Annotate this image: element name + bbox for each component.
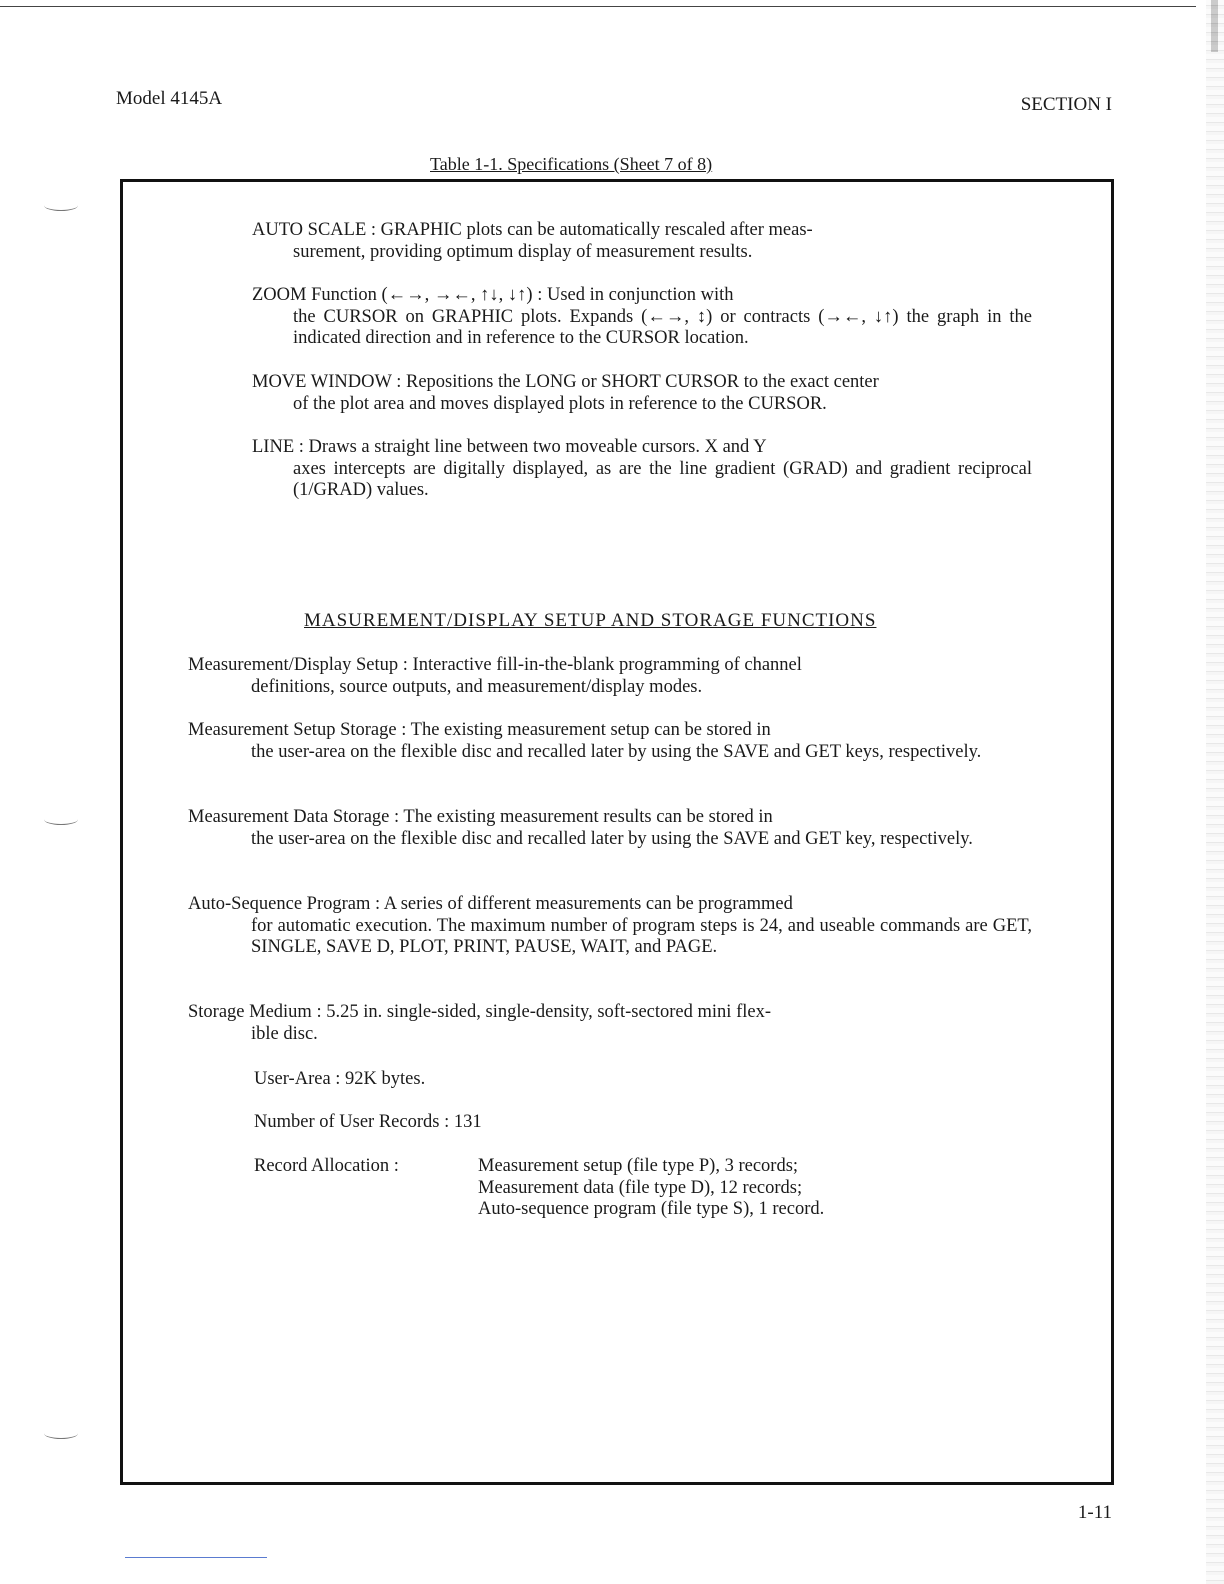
spec-auto-sequence-program-lead: Auto-Sequence Program : A series of different measurements can be programmed [188,894,793,914]
spec-move-window-lead: MOVE WINDOW : Repositions the LONG or SHORT CURSOR to the exact center [252,372,879,392]
spec-auto-sequence-program [188,894,1032,959]
spec-move-window [252,372,1032,415]
spec-auto-scale-text: surement, providing optimum display of measurement results. [293,241,753,262]
model-header: Model 4145A [116,88,223,109]
spec-line-text: axes intercepts are digitally displayed, as are the line gradient (GRAD) and gradient reciprocal (1/GRAD) values. [293,458,1032,501]
section-heading: MASUREMENT/DISPLAY SETUP AND STORAGE FUNCTIONS [304,610,877,631]
spec-storage-medium-text: ible disc. [251,1023,318,1044]
spec-measurement-setup-storage-text: the user-area on the flexible disc and recalled later by using the SAVE and GET keys, respectively. [251,741,982,762]
record-allocation-item: Measurement data (file type D), 12 records; [478,1177,803,1198]
spec-measurement-setup-storage-lead: Measurement Setup Storage : The existing measurement setup can be stored in [188,720,771,740]
spec-measurement-display-setup [188,655,1032,698]
spec-line [252,437,1032,502]
spec-zoom-lead: ZOOM Function (←→, →←, ↑↓, ↓↑) : Used in conjunction with [252,285,734,305]
spec-measurement-setup-storage [188,720,1032,763]
spec-auto-scale [252,220,1032,263]
record-allocation-label: Record Allocation : [254,1156,399,1176]
binder-hole-mark [44,814,78,825]
spec-zoom [252,285,1032,350]
spec-storage-medium-lead: Storage Medium : 5.25 in. single-sided, single-density, soft-sectored mini flex- [188,1002,771,1022]
spec-move-window-text: of the plot area and moves displayed plots in reference to the CURSOR. [293,393,827,414]
spec-storage-medium [188,1002,1032,1045]
spec-zoom-text: the CURSOR on GRAPHIC plots. Expands (←→, ↕) or contracts (→←, ↓↑) the graph in the indicated direction and in reference to the CURSOR location. [293,306,1032,349]
binder-hole-mark [44,1428,78,1439]
spec-line-lead: LINE : Draws a straight line between two moveable cursors. X and Y [252,437,767,457]
user-area: User-Area : 92K bytes. [254,1069,426,1089]
user-records: Number of User Records : 131 [254,1112,482,1132]
section-header: SECTION I [1020,94,1112,115]
top-rule [0,6,1196,7]
binder-hole-mark [44,200,78,211]
spec-measurement-data-storage-lead: Measurement Data Storage : The existing measurement results can be stored in [188,807,773,827]
spec-auto-sequence-program-text: for automatic execution. The maximum number of program steps is 24, and useable commands are GET, SINGLE, SAVE D, PLOT, PRINT, PAUSE, WAIT, and PAGE. [251,915,1032,958]
spec-auto-scale-lead: AUTO SCALE : GRAPHIC plots can be automatically rescaled after meas- [252,220,813,240]
record-allocation-item: Auto-sequence program (file type S), 1 record. [478,1199,825,1220]
spec-measurement-display-setup-text: definitions, source outputs, and measurement/display modes. [251,676,703,697]
spec-measurement-display-setup-lead: Measurement/Display Setup : Interactive fill-in-the-blank programming of channel [188,655,802,675]
record-allocation-item: Measurement setup (file type P), 3 records; [478,1156,799,1176]
page-number: 1-11 [1077,1502,1112,1523]
spec-measurement-data-storage-text: the user-area on the flexible disc and recalled later by using the SAVE and GET key, respectively. [251,828,973,849]
scan-artifact-line [125,1557,267,1558]
record-allocation-list [478,1156,824,1221]
scan-edge-noise [1206,0,1224,1584]
table-caption: Table 1-1. Specifications (Sheet 7 of 8) [430,154,713,174]
spec-measurement-data-storage [188,807,1032,850]
